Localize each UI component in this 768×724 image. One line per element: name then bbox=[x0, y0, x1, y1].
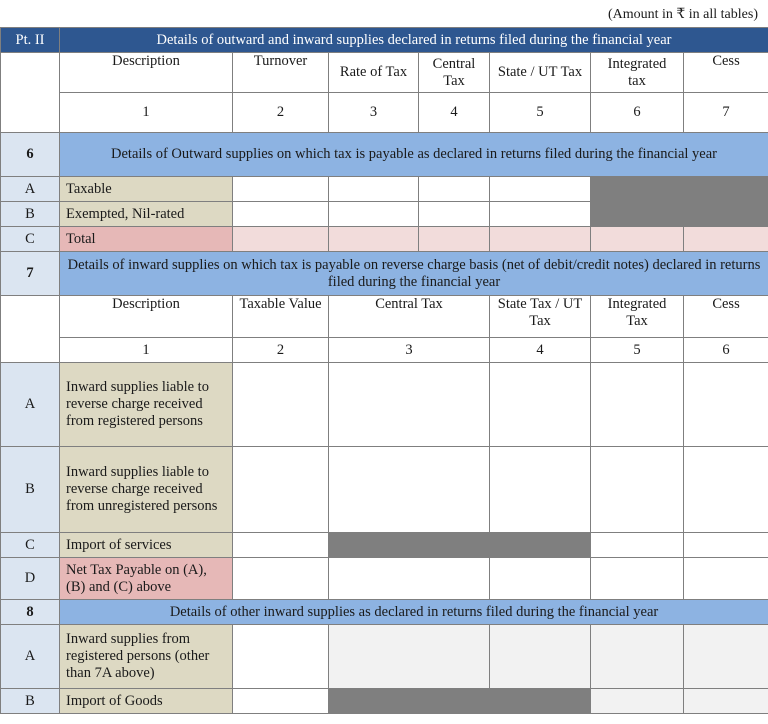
column-header: Central Tax bbox=[329, 296, 490, 338]
section-7-header-row bbox=[1, 296, 768, 338]
disabled-cell bbox=[684, 202, 768, 227]
section-6-id: 6 bbox=[1, 133, 60, 177]
value-cell[interactable] bbox=[233, 202, 329, 227]
row-label: Net Tax Payable on (A), (B) and (C) above bbox=[60, 558, 233, 600]
row-id: C bbox=[1, 227, 60, 252]
net-tax-row bbox=[1, 558, 768, 600]
row-label: Inward supplies from registered persons (other than 7A above) bbox=[60, 625, 233, 689]
column-number: 3 bbox=[329, 93, 419, 133]
value-cell[interactable] bbox=[233, 625, 329, 689]
row-id: A bbox=[1, 363, 60, 447]
total-row bbox=[1, 227, 768, 252]
value-cell[interactable] bbox=[490, 177, 591, 202]
row-id: A bbox=[1, 625, 60, 689]
value-cell[interactable] bbox=[684, 625, 768, 689]
value-cell[interactable] bbox=[233, 177, 329, 202]
row-label: Total bbox=[60, 227, 233, 252]
column-number: 2 bbox=[233, 338, 329, 363]
total-cell bbox=[490, 227, 591, 252]
table-row bbox=[1, 689, 768, 714]
column-header: State Tax / UT Tax bbox=[490, 296, 591, 338]
row-label: Exempted, Nil-rated bbox=[60, 202, 233, 227]
row-id: B bbox=[1, 447, 60, 533]
disabled-cell bbox=[329, 689, 490, 714]
gst-annual-return-table bbox=[0, 27, 768, 714]
column-header: Description bbox=[60, 53, 233, 93]
value-cell[interactable] bbox=[591, 447, 684, 533]
section-7-number-row bbox=[1, 338, 768, 363]
table-row bbox=[1, 533, 768, 558]
value-cell[interactable] bbox=[329, 447, 490, 533]
section-6-title: Details of Outward supplies on which tax is payable as declared in returns filed during the financial year bbox=[60, 133, 768, 177]
section-7-id: 7 bbox=[1, 252, 60, 296]
column-header: Integrated tax bbox=[591, 53, 684, 93]
column-header: Integrated Tax bbox=[591, 296, 684, 338]
row-id: D bbox=[1, 558, 60, 600]
row-label: Import of services bbox=[60, 533, 233, 558]
value-cell[interactable] bbox=[591, 533, 684, 558]
value-cell[interactable] bbox=[684, 363, 768, 447]
value-cell[interactable] bbox=[419, 177, 490, 202]
value-cell[interactable] bbox=[233, 363, 329, 447]
value-cell[interactable] bbox=[591, 625, 684, 689]
column-header: Rate of Tax bbox=[329, 53, 419, 93]
row-label: Inward supplies liable to reverse charge received from registered persons bbox=[60, 363, 233, 447]
column-number: 6 bbox=[684, 338, 768, 363]
row-id: A bbox=[1, 177, 60, 202]
row-id: B bbox=[1, 202, 60, 227]
value-cell[interactable] bbox=[684, 447, 768, 533]
table-row bbox=[1, 447, 768, 533]
column-number: 4 bbox=[490, 338, 591, 363]
value-cell[interactable] bbox=[490, 625, 591, 689]
value-cell[interactable] bbox=[591, 558, 684, 600]
value-cell[interactable] bbox=[591, 689, 684, 714]
value-cell[interactable] bbox=[329, 177, 419, 202]
section-7-title: Details of inward supplies on which tax is payable on reverse charge basis (net of debit/credit notes) declared in returns filed during the financial year bbox=[60, 252, 768, 296]
disabled-cell bbox=[591, 202, 684, 227]
table-row bbox=[1, 363, 768, 447]
column-number: 5 bbox=[591, 338, 684, 363]
column-header: Central Tax bbox=[419, 53, 490, 93]
total-cell bbox=[233, 227, 329, 252]
value-cell[interactable] bbox=[684, 533, 768, 558]
value-cell[interactable] bbox=[329, 202, 419, 227]
row-id: B bbox=[1, 689, 60, 714]
value-cell[interactable] bbox=[684, 558, 768, 600]
section-8-title: Details of other inward supplies as declared in returns filed during the financial year bbox=[60, 600, 768, 625]
value-cell[interactable] bbox=[490, 447, 591, 533]
value-cell[interactable] bbox=[490, 202, 591, 227]
row-label: Taxable bbox=[60, 177, 233, 202]
column-header: Description bbox=[60, 296, 233, 338]
disabled-cell bbox=[490, 533, 591, 558]
value-cell[interactable] bbox=[490, 558, 591, 600]
disabled-cell bbox=[684, 177, 768, 202]
value-cell[interactable] bbox=[233, 447, 329, 533]
column-number: 3 bbox=[329, 338, 490, 363]
part-number-row bbox=[1, 93, 768, 133]
value-cell[interactable] bbox=[233, 533, 329, 558]
value-cell[interactable] bbox=[233, 689, 329, 714]
total-cell bbox=[591, 227, 684, 252]
value-cell[interactable] bbox=[419, 202, 490, 227]
value-cell[interactable] bbox=[329, 625, 490, 689]
row-label: Inward supplies liable to reverse charge received from unregistered persons bbox=[60, 447, 233, 533]
row-id: C bbox=[1, 533, 60, 558]
column-number: 4 bbox=[419, 93, 490, 133]
value-cell[interactable] bbox=[329, 558, 490, 600]
column-number: 6 bbox=[591, 93, 684, 133]
total-cell bbox=[329, 227, 419, 252]
column-header: Cess bbox=[684, 296, 768, 338]
disabled-cell bbox=[490, 689, 591, 714]
column-number: 5 bbox=[490, 93, 591, 133]
part-title: Details of outward and inward supplies declared in returns filed during the financial year bbox=[60, 28, 768, 53]
part-header-row bbox=[1, 53, 768, 93]
section-8-id: 8 bbox=[1, 600, 60, 625]
column-header: Taxable Value bbox=[233, 296, 329, 338]
value-cell[interactable] bbox=[591, 363, 684, 447]
table-row bbox=[1, 177, 768, 202]
value-cell[interactable] bbox=[490, 363, 591, 447]
table-row bbox=[1, 202, 768, 227]
total-cell bbox=[684, 227, 768, 252]
column-number: 7 bbox=[684, 93, 768, 133]
disabled-cell bbox=[591, 177, 684, 202]
value-cell[interactable] bbox=[329, 363, 490, 447]
value-cell[interactable] bbox=[233, 558, 329, 600]
column-header: State / UT Tax bbox=[490, 53, 591, 93]
column-number: 1 bbox=[60, 93, 233, 133]
column-header: Cess bbox=[684, 53, 768, 93]
total-cell bbox=[419, 227, 490, 252]
amount-note: (Amount in ₹ in all tables) bbox=[607, 7, 758, 22]
part-id: Pt. II bbox=[1, 28, 60, 53]
column-header: Turnover bbox=[233, 53, 329, 93]
disabled-cell bbox=[329, 533, 490, 558]
row-label: Import of Goods bbox=[60, 689, 233, 714]
column-number: 1 bbox=[60, 338, 233, 363]
column-number: 2 bbox=[233, 93, 329, 133]
value-cell[interactable] bbox=[684, 689, 768, 714]
table-row bbox=[1, 625, 768, 689]
